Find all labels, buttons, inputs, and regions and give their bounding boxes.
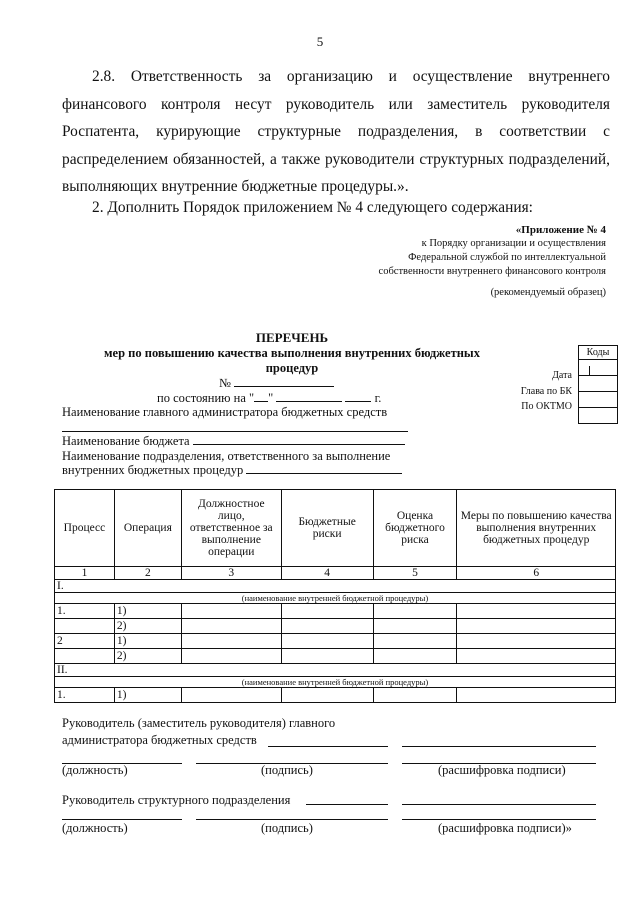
empty-cell[interactable] [181, 604, 281, 619]
unit-field[interactable] [246, 462, 402, 474]
head1-decoding-line[interactable] [402, 746, 596, 747]
procedure-caption: (наименование внутренней бюджетной процедуры) [55, 593, 616, 604]
codes-chapter: Глава по БК [520, 386, 572, 397]
empty-cell[interactable] [457, 634, 616, 649]
table-row [55, 604, 616, 619]
column-number-row [55, 567, 616, 580]
operation-cell: 1) [114, 634, 181, 649]
head2-position-line[interactable] [62, 819, 182, 820]
header-measures: Меры по повышению качества выполнения внутренних бюджетных процедур [457, 490, 616, 567]
header-risks: Бюджетные риски [281, 490, 373, 567]
table-row [55, 619, 616, 634]
year-suffix: г. [374, 391, 382, 405]
paragraph-2-8: 2.8. Ответственность за организацию и осуществление внутреннего финансового контроля несут руководитель или заместитель руководителя Роспатента, курирующие структурные подразделения, в соответствии с распределением обязанностей, а также руководители структурных подразделений, выполняющих внутренние бюджетные процедуры.». [62, 68, 610, 195]
empty-cell[interactable] [281, 634, 373, 649]
process-cell: 1. [55, 688, 115, 703]
unit-label-2: внутренних бюджетных процедур [62, 463, 244, 477]
empty-cell[interactable] [181, 688, 281, 703]
empty-cell[interactable] [181, 634, 281, 649]
appendix-line-1: к Порядку организации и осуществления [421, 238, 606, 249]
appendix-line-3: собственности внутреннего финансового контроля [378, 266, 606, 277]
head1-line-2: администратора бюджетных средств [62, 733, 257, 747]
table-row [55, 634, 616, 649]
appendix-title: «Приложение № 4 [515, 224, 606, 236]
col-number: 3 [181, 567, 281, 580]
as-of-quote: " [268, 391, 274, 405]
position-caption: (должность) [62, 763, 128, 777]
empty-cell[interactable] [281, 688, 373, 703]
form-subtitle-2: процедур [265, 361, 319, 375]
unit-line-2 [62, 462, 402, 478]
head1-signature-line[interactable] [268, 746, 388, 747]
empty-cell[interactable] [373, 688, 457, 703]
process-cell [55, 649, 115, 664]
codes-box [578, 359, 618, 424]
sample-note: (рекомендуемый образец) [490, 287, 606, 298]
position-caption: (должность) [62, 821, 128, 835]
empty-cell[interactable] [373, 619, 457, 634]
measures-table [54, 489, 616, 703]
head2-signature-line-2[interactable] [196, 819, 388, 820]
signature-caption: (подпись) [261, 763, 313, 777]
empty-cell[interactable] [281, 619, 373, 634]
process-cell [55, 619, 115, 634]
head2-decoding-line-2[interactable] [402, 819, 596, 820]
empty-cell[interactable] [373, 649, 457, 664]
procedure-caption-row [55, 593, 616, 604]
year-field[interactable] [345, 390, 371, 402]
page-number: 5 [316, 34, 324, 49]
paragraph-2: 2. Дополнить Порядок приложением № 4 следующего содержания: [92, 199, 533, 216]
col-number: 6 [457, 567, 616, 580]
admin-field[interactable] [62, 431, 408, 432]
decoding-caption-end: (расшифровка подписи)» [438, 821, 572, 835]
header-operation: Операция [114, 490, 181, 567]
header-responsible: Должностное лицо, ответственное за выполнение операции [181, 490, 281, 567]
unit-label-1: Наименование подразделения, ответственного за выполнение [62, 449, 391, 463]
col-number: 5 [373, 567, 457, 580]
header-risk-assessment: Оценка бюджетного риска [373, 490, 457, 567]
budget-label: Наименование бюджета [62, 434, 190, 448]
operation-cell: 1) [114, 688, 181, 703]
as-of-label: по состоянию на " [157, 391, 255, 405]
empty-cell[interactable] [281, 649, 373, 664]
col-number: 4 [281, 567, 373, 580]
operation-cell: 2) [114, 649, 181, 664]
head1-line-1: Руководитель (заместитель руководителя) главного [62, 716, 336, 730]
col-number: 2 [114, 567, 181, 580]
empty-cell[interactable] [181, 619, 281, 634]
empty-cell[interactable] [457, 649, 616, 664]
head2-signature-line[interactable] [306, 804, 388, 805]
number-line [219, 375, 334, 391]
section-row [55, 664, 616, 677]
process-cell: 2 [55, 634, 115, 649]
head2-label: Руководитель структурного подразделения [62, 793, 291, 807]
form-title: ПЕРЕЧЕНЬ [255, 330, 329, 345]
appendix-line-2: Федеральной службой по интеллектуальной [408, 252, 606, 263]
empty-cell[interactable] [181, 649, 281, 664]
table-row [55, 688, 616, 703]
empty-cell[interactable] [457, 604, 616, 619]
procedure-caption: (наименование внутренней бюджетной процедуры) [55, 677, 616, 688]
procedure-caption-row [55, 677, 616, 688]
decoding-caption: (расшифровка подписи) [438, 763, 566, 777]
codes-date: Дата [552, 370, 572, 381]
number-label: № [219, 376, 231, 390]
table-header-row [55, 490, 616, 567]
empty-cell[interactable] [457, 688, 616, 703]
empty-cell[interactable] [373, 604, 457, 619]
number-field[interactable] [234, 375, 334, 387]
signature-caption: (подпись) [261, 821, 313, 835]
empty-cell[interactable] [457, 619, 616, 634]
section-label: I. [55, 580, 616, 593]
day-field[interactable] [254, 390, 268, 402]
head2-decoding-line[interactable] [402, 804, 596, 805]
budget-line [62, 433, 405, 449]
operation-cell: 1) [114, 604, 181, 619]
budget-field[interactable] [193, 433, 405, 445]
month-field[interactable] [276, 390, 342, 402]
process-cell: 1. [55, 604, 115, 619]
operation-cell: 2) [114, 619, 181, 634]
col-number: 1 [55, 567, 115, 580]
table-row [55, 649, 616, 664]
section-row [55, 580, 616, 593]
header-process: Процесс [55, 490, 115, 567]
form-subtitle-1: мер по повышению качества выполнения внутренних бюджетных [104, 346, 480, 360]
codes-oktmo: По ОКТМО [521, 401, 572, 412]
admin-label: Наименование главного администратора бюджетных средств [62, 405, 388, 419]
empty-cell[interactable] [373, 634, 457, 649]
section-label: II. [55, 664, 616, 677]
codes-header: Коды [578, 345, 618, 360]
empty-cell[interactable] [281, 604, 373, 619]
